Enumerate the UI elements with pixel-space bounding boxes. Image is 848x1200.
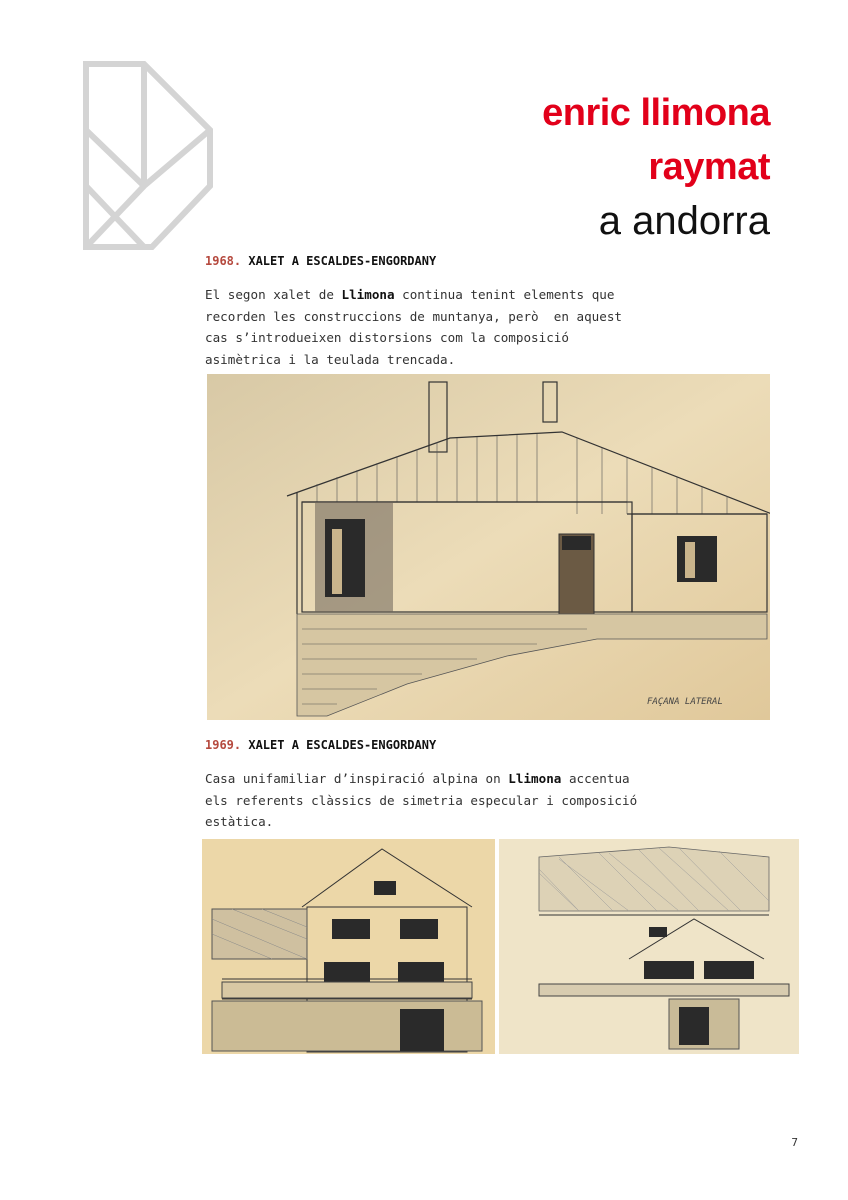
paragraph-bold-name: Llimona xyxy=(341,287,395,302)
paragraph-bold-name: Llimona xyxy=(508,771,562,786)
side-elevation-photo xyxy=(499,839,799,1054)
section-paragraph-1968 xyxy=(205,284,622,370)
paragraph-text: continua tenint elements que recorden les construccions de muntanya, però en aquest cas s’introdueixen distorsions com la composició asimètrica i la teulada trencada. xyxy=(205,287,623,367)
paragraph-text: El segon xalet de xyxy=(205,287,342,302)
section-title: XALET A ESCALDES-ENGORDANY xyxy=(248,254,437,268)
title-line-2: raymat xyxy=(648,146,770,188)
section-heading-1968 xyxy=(205,254,436,268)
section-year: 1968. xyxy=(205,254,242,268)
section-paragraph-1969 xyxy=(205,768,637,833)
page-number: 7 xyxy=(791,1136,798,1149)
section-year: 1969. xyxy=(205,738,242,752)
title-line-3: a andorra xyxy=(598,199,770,243)
paragraph-text: accentua els referents clàssics de simetria especular i composició estàtica. xyxy=(205,771,638,829)
front-elevation-photo xyxy=(202,839,495,1054)
title-line-1: enric llimona xyxy=(542,92,770,134)
paragraph-text: Casa unifamiliar d’inspiració alpina on xyxy=(205,771,509,786)
document-title xyxy=(542,86,770,248)
section-heading-1969 xyxy=(205,738,436,752)
facade-drawing-photo xyxy=(207,374,770,720)
logo-icon xyxy=(80,58,216,253)
section-title: XALET A ESCALDES-ENGORDANY xyxy=(248,738,437,752)
drawing-caption: FAÇANA LATERAL xyxy=(647,697,723,707)
